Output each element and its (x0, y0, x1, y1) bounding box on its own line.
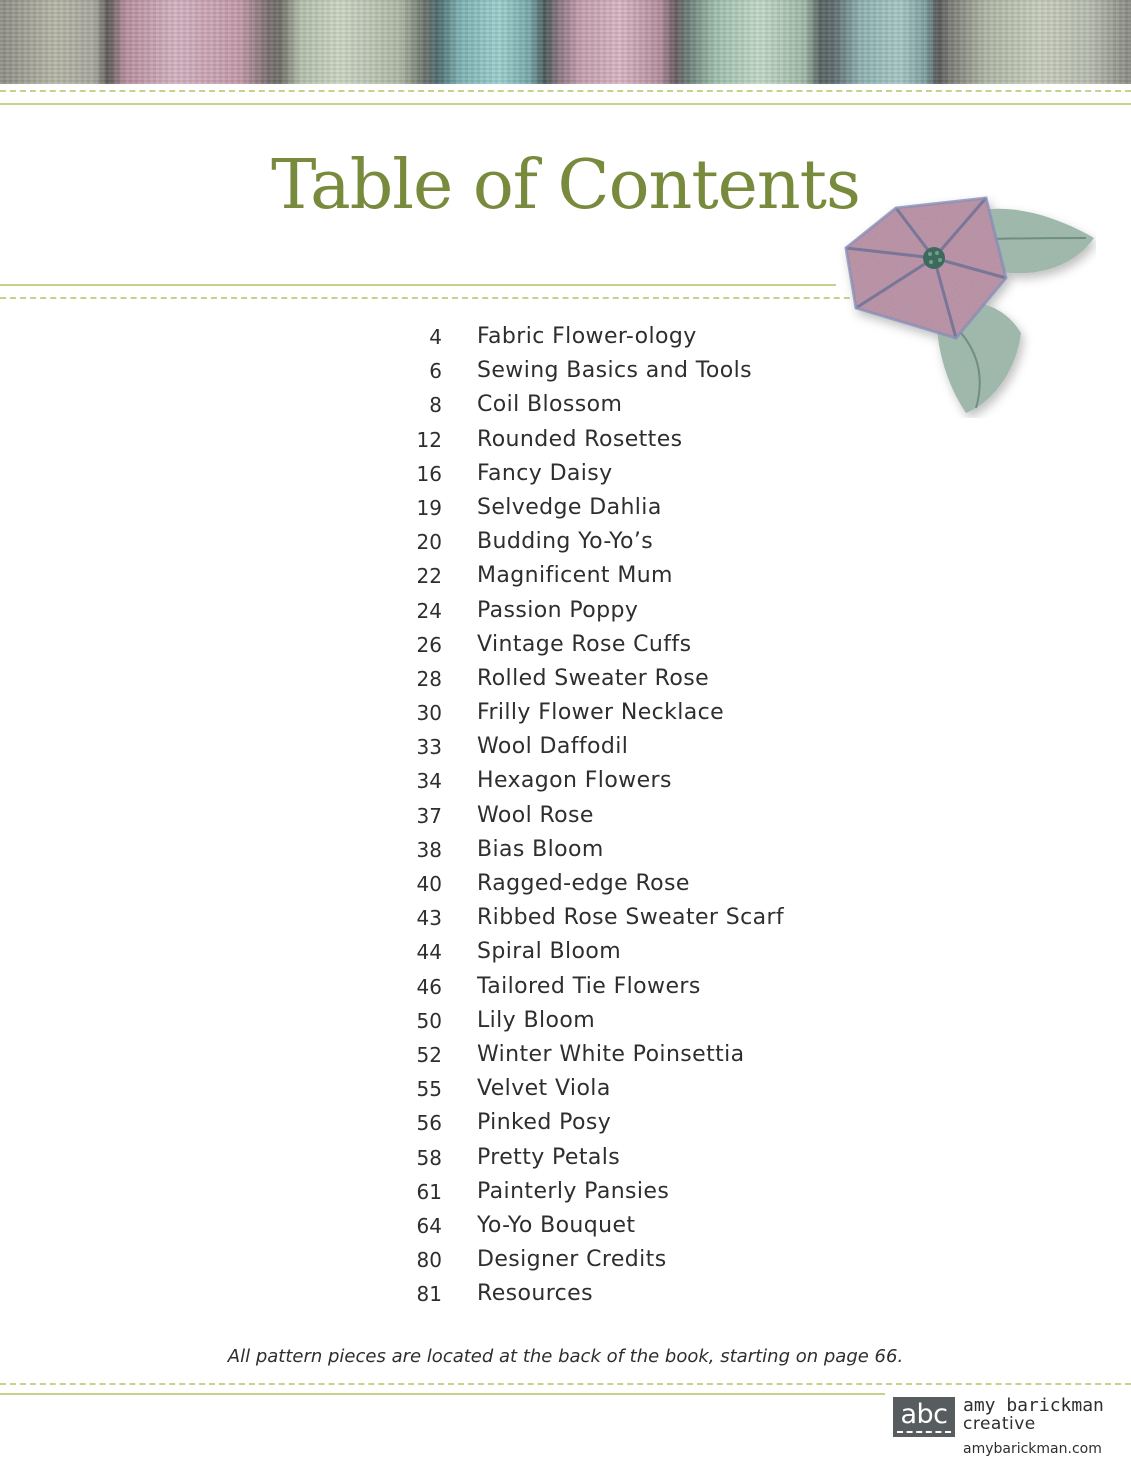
toc-page-number: 30 (416, 701, 442, 726)
toc-page-number: 24 (416, 598, 442, 623)
toc-title: Ribbed Rose Sweater Scarf (477, 905, 785, 931)
toc-page-number: 56 (416, 1111, 442, 1136)
toc-title: Yo-Yo Bouquet (477, 1212, 636, 1238)
toc-page-number: 6 (429, 359, 442, 384)
toc-page-number: 33 (416, 735, 442, 760)
felt-flower-image (836, 158, 1096, 418)
toc-page-number: 34 (416, 769, 442, 794)
toc-title: Rolled Sweater Rose (477, 665, 710, 691)
top-solid-rule (0, 103, 1131, 105)
brand-subtitle: creative (963, 1414, 1036, 1434)
top-dashed-rule (0, 90, 1131, 92)
toc-page-number: 55 (416, 1077, 442, 1102)
toc-page-number: 64 (416, 1213, 442, 1238)
toc-title: Hexagon Flowers (477, 768, 672, 794)
toc-title: Lily Bloom (477, 1007, 596, 1033)
toc-page-number: 12 (416, 427, 442, 452)
toc-page-number: 38 (416, 837, 442, 862)
toc-page-number: 58 (416, 1145, 442, 1170)
toc-page-number: 8 (429, 393, 442, 418)
toc-title: Winter White Poinsettia (477, 1041, 745, 1067)
toc-page-number: 61 (416, 1179, 442, 1204)
toc-title: Sewing Basics and Tools (477, 358, 752, 384)
toc-title: Wool Rose (477, 802, 594, 828)
toc-title: Bias Bloom (477, 836, 604, 862)
toc-title: Vintage Rose Cuffs (477, 631, 692, 657)
felt-banner-image (0, 0, 1131, 84)
toc-page-number: 19 (416, 495, 442, 520)
toc-title: Budding Yo-Yo’s (477, 529, 654, 555)
website-link[interactable]: amybarickman.com (963, 1441, 1102, 1457)
brand-name: amy barickman (963, 1395, 1104, 1416)
title-dashed-rule (0, 297, 890, 299)
toc-title: Rounded Rosettes (477, 426, 683, 452)
bottom-dashed-rule (0, 1383, 1131, 1385)
pattern-pieces-note: All pattern pieces are located at the back of the book, starting on page 66. (227, 1346, 904, 1367)
toc-title: Fabric Flower-ology (477, 324, 697, 349)
abc-logo-mark (893, 1397, 955, 1437)
toc-title: Velvet Viola (477, 1076, 611, 1102)
toc-title: Passion Poppy (477, 597, 639, 623)
toc-page-number: 52 (416, 1042, 442, 1067)
toc-page-number: 20 (416, 530, 442, 555)
toc-title: Designer Credits (477, 1247, 667, 1273)
toc-title: Ragged-edge Rose (477, 871, 690, 896)
toc-page-number: 43 (416, 906, 442, 931)
logo-mark-text: abc (900, 1399, 948, 1430)
toc-title: Frilly Flower Necklace (477, 700, 725, 726)
toc-title: Pinked Posy (477, 1110, 612, 1136)
toc-title: Wool Daffodil (477, 734, 629, 760)
toc-page-number: 81 (416, 1282, 442, 1307)
bottom-solid-rule (0, 1393, 885, 1395)
toc-title: Fancy Daisy (477, 460, 613, 486)
toc-title: Resources (477, 1281, 593, 1307)
page-title: Table of Contents (271, 146, 860, 225)
toc-page-number: 40 (416, 872, 442, 896)
title-solid-rule (0, 284, 836, 286)
toc-page-number: 26 (416, 632, 442, 657)
toc-page-number: 16 (416, 461, 442, 486)
toc-page-number: 22 (416, 564, 442, 589)
toc-title: Coil Blossom (477, 392, 623, 418)
toc-page-number: 50 (416, 1008, 442, 1033)
toc-page-number: 44 (416, 940, 442, 965)
toc-page-number: 37 (416, 803, 442, 828)
toc-page-number: 4 (429, 325, 442, 349)
toc-page-number: 46 (416, 974, 442, 999)
toc-title: Tailored Tie Flowers (477, 973, 701, 999)
toc-title: Pretty Petals (477, 1144, 621, 1170)
toc-page-number: 80 (416, 1248, 442, 1273)
toc-title: Painterly Pansies (477, 1178, 670, 1204)
toc-title: Selvedge Dahlia (477, 494, 662, 520)
toc-title: Spiral Bloom (477, 939, 622, 965)
toc-title: Magnificent Mum (477, 563, 673, 589)
toc-page-number: 28 (416, 666, 442, 691)
